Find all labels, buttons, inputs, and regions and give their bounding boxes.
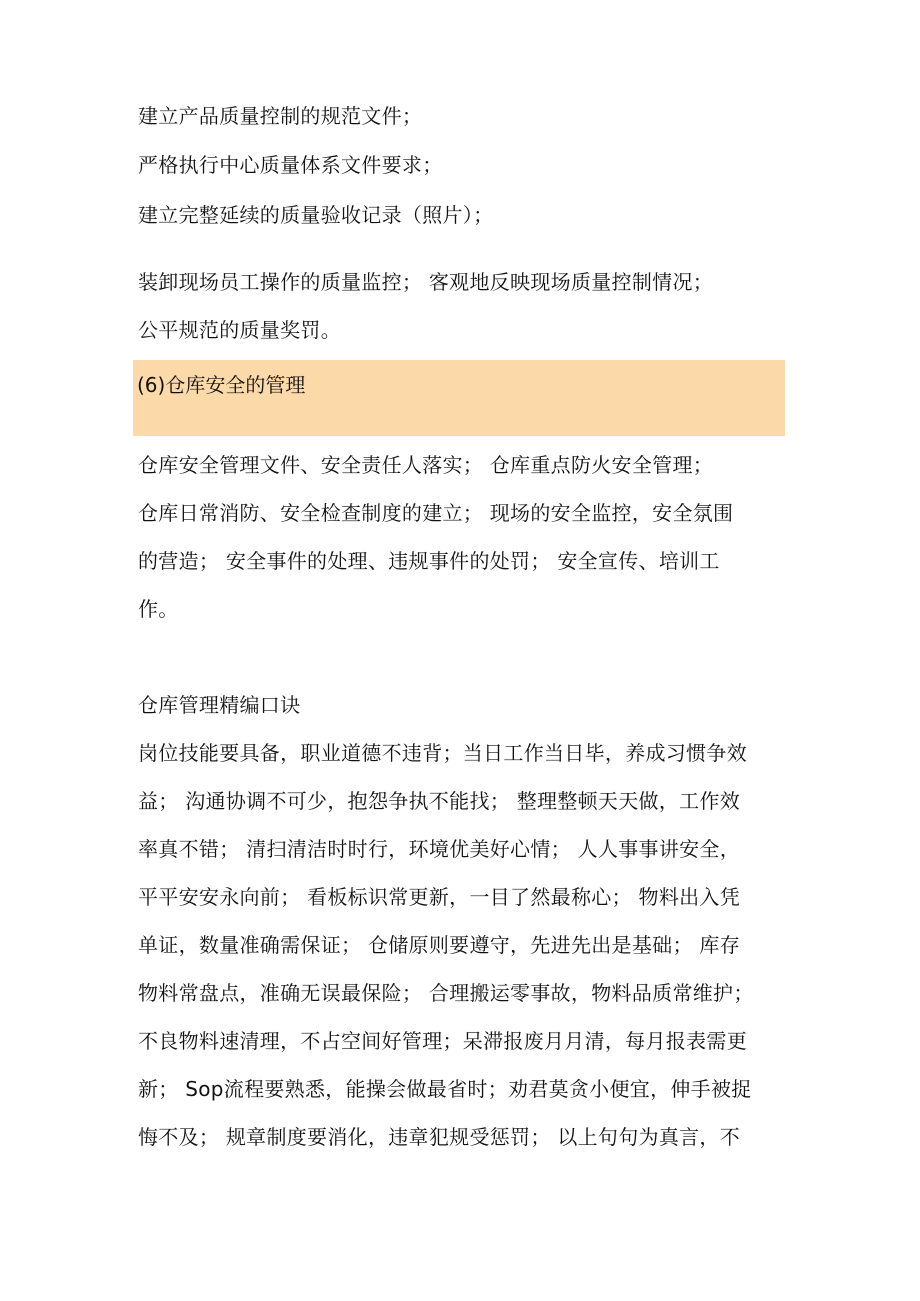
mnemonic-line-8: 新； Sop流程要熟悉，能操会做最省时；劝君莫贪小便宜，伸手被捉 [138, 1077, 752, 1101]
quality-line-5: 公平规范的质量奖罚。 [138, 318, 341, 342]
safety-line-4: 作。 [138, 597, 179, 621]
mnemonic-line-2: 益； 沟通协调不可少，抱怨争执不能找； 整理整顿天天做，工作效 [138, 789, 741, 813]
section-heading-band [133, 360, 785, 436]
mnemonic-line-3: 率真不错； 清扫清洁时时行，环境优美好心情； 人人事事讲安全， [138, 837, 741, 861]
mnemonic-line-1: 岗位技能要具备，职业道德不违背；当日工作当日毕，养成习惯争效 [138, 741, 747, 765]
quality-line-4: 装卸现场员工操作的质量监控； 客观地反映现场质量控制情况； [138, 270, 714, 294]
quality-line-2: 严格执行中心质量体系文件要求； [138, 153, 443, 177]
mnemonic-line-6: 物料常盘点，准确无误最保险； 合理搬运零事故，物料品质常维护； [138, 981, 754, 1005]
mnemonic-line-4: 平平安安永向前； 看板标识常更新，一目了然最称心； 物料出入凭 [138, 885, 741, 909]
quality-line-3: 建立完整延续的质量验收记录（照片）； [138, 203, 494, 227]
mnemonic-line-5: 单证，数量准确需保证； 仓储原则要遵守，先进先出是基础； 库存 [138, 933, 741, 957]
mnemonic-line-7: 不良物料速清理，不占空间好管理；呆滞报废月月清，每月报表需更 [138, 1029, 747, 1053]
section-heading: (6)仓库安全的管理 [137, 373, 306, 397]
safety-line-3: 的营造； 安全事件的处理、违规事件的处罚； 安全宣传、培训工 [138, 549, 720, 573]
mnemonic-title: 仓库管理精编口诀 [138, 693, 301, 717]
mnemonic-line-9: 悔不及； 规章制度要消化，违章犯规受惩罚； 以上句句为真言，不 [138, 1125, 741, 1149]
safety-line-1: 仓库安全管理文件、安全责任人落实； 仓库重点防火安全管理； [138, 453, 714, 477]
quality-line-1: 建立产品质量控制的规范文件； [138, 104, 423, 128]
safety-line-2: 仓库日常消防、安全检查制度的建立； 现场的安全监控，安全氛围 [138, 501, 734, 525]
